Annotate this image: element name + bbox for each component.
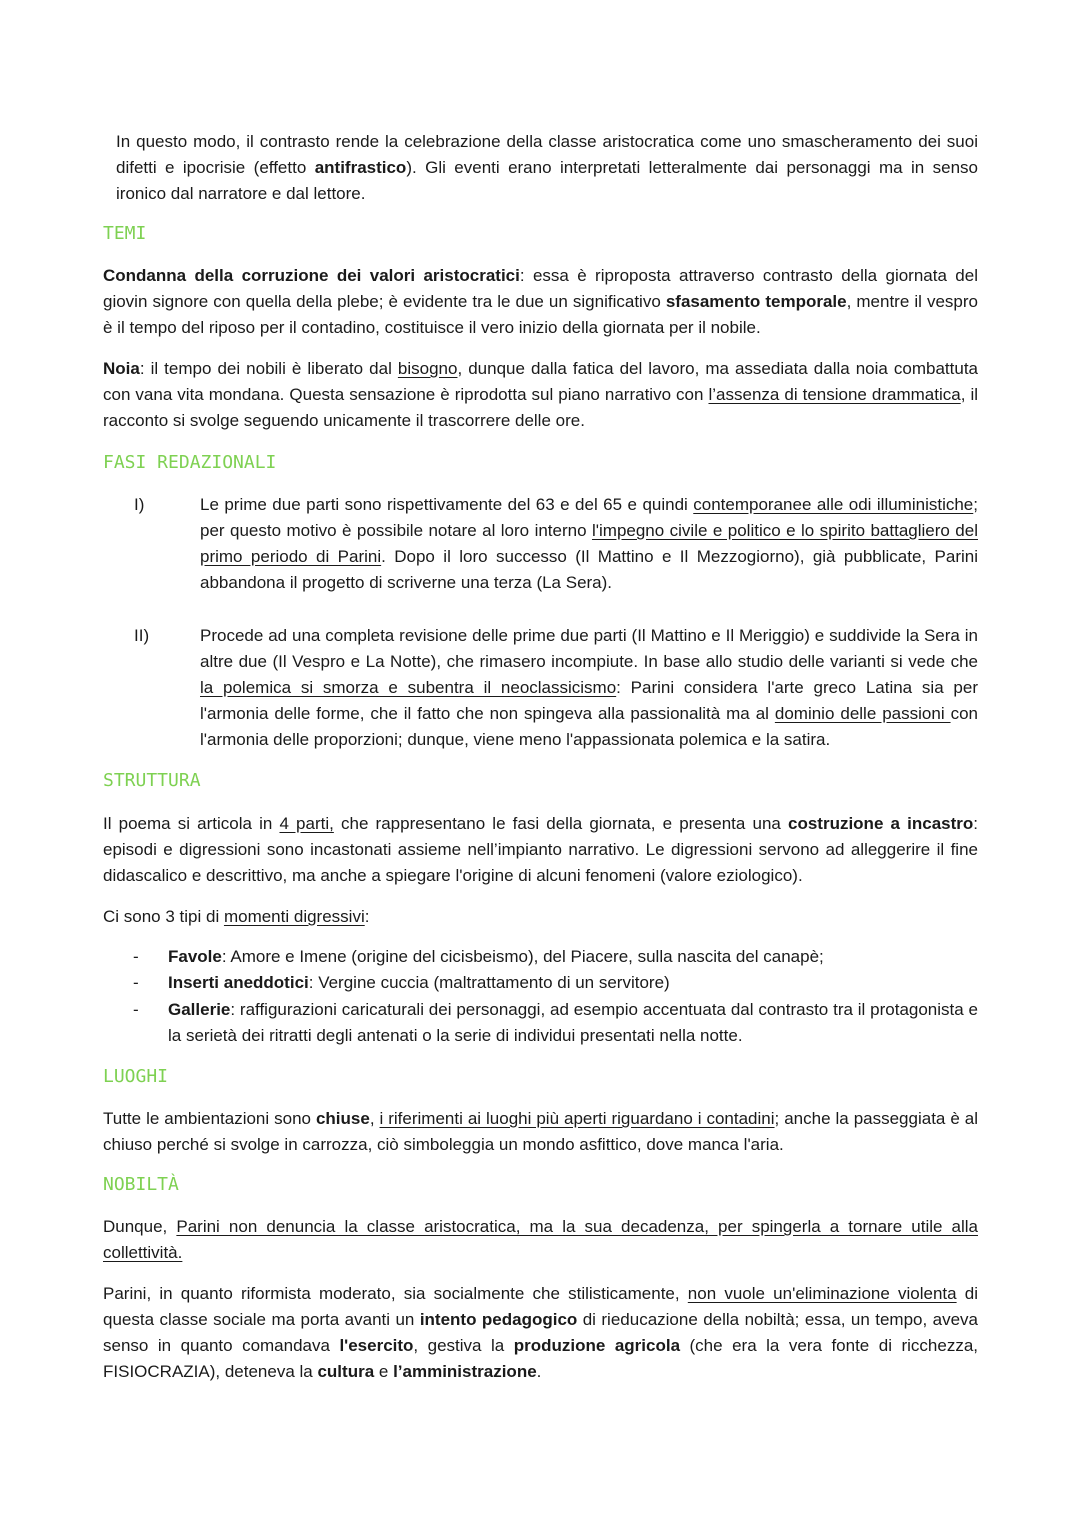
text: Le prime due parti sono rispettivamente del 63 e del 65 e quindi — [200, 495, 694, 514]
struttura-paragraph — [103, 811, 978, 889]
struttura-intro-list — [103, 904, 978, 930]
bold-term: chiuse — [315, 1109, 370, 1128]
underlined-text: i riferimenti ai luoghi più aperti riguardano i contadini — [379, 1109, 775, 1128]
bold-term: produzione agricola — [513, 1336, 681, 1355]
bold-term: cultura — [317, 1362, 375, 1381]
bold-term: Condanna della corruzione dei valori aristocratici — [103, 266, 520, 285]
bold-term: Inserti aneddotici — [168, 973, 309, 992]
text: : essa è riproposta attraverso contrasto della giornata del giovin signore con quella della plebe; è evidente tra le due un significativo — [103, 266, 978, 311]
text: : episodi e digressioni sono incastonati assieme nell’impianto narrativo. Le digressioni servono ad alleggerire il fine didascalico e descrittivo, ma anche a spiegare l'origine di alcuni fenomeni (valore eziologico). — [103, 814, 978, 885]
text: . Dopo il loro successo (Il Mattino e Il Mezzogiorno), già pubblicate, Parini abbandona il progetto di scriverne una terza (La Sera). — [200, 547, 978, 592]
section-heading-nobilta: NOBILTÀ — [103, 1174, 179, 1195]
text: , dunque dalla fatica del lavoro, ma assediata dalla noia combattuta con vana vita mondana. Questa sensazione è riprodotta sul piano narrativo con — [103, 359, 979, 404]
section-heading-fasi-redazionali: FASI REDAZIONALI — [103, 452, 277, 473]
nobilta-paragraph-1 — [103, 1214, 978, 1266]
list-item-text — [168, 970, 978, 996]
bold-term: Noia — [103, 359, 140, 378]
text: (che era la vera fonte di ricchezza, FISIOCRAZIA), deteneva la — [103, 1336, 978, 1381]
section-heading-luoghi: LUOGHI — [103, 1066, 169, 1087]
bold-term: intento pedagogico — [419, 1310, 578, 1329]
text: , il racconto si svolge seguendo unicamente il trascorrere delle ore. — [103, 385, 979, 430]
bullet-dash: - — [133, 947, 139, 966]
list-item-text — [168, 997, 978, 1049]
text: : Vergine cuccia (maltrattamento di un servitore) — [308, 973, 670, 992]
bullet-dash: - — [133, 973, 139, 992]
text: . — [536, 1362, 542, 1381]
luoghi-paragraph — [103, 1106, 978, 1158]
underlined-text: non vuole un'eliminazione violenta — [687, 1284, 957, 1303]
text: Tutte le ambientazioni sono — [103, 1109, 316, 1128]
text: ; per questo motivo è possibile notare al loro interno — [200, 495, 978, 540]
underlined-text: bisogno — [397, 359, 458, 378]
text: e — [374, 1362, 394, 1381]
underlined-text: l'impegno civile e politico e lo spirito battagliero del primo periodo di Parini — [200, 521, 978, 566]
text: ). Gli eventi erano interpretati letteralmente dai personaggi ma in senso ironico dal narratore e dal lettore. — [116, 158, 978, 203]
underlined-text: Parini non denuncia la classe aristocratica, ma la sua decadenza, per spingerla a tornare utile alla collettività. — [103, 1217, 978, 1262]
list-item-text — [168, 944, 978, 970]
text: Procede ad una completa revisione delle prime due parti (Il Mattino e Il Meriggio) e suddivide la Sera in altre due (Il Vespro e La Notte), che rimasero incompiute. In base allo studio delle varianti si vede che — [200, 626, 978, 671]
bold-term: sfasamento temporale — [665, 292, 847, 311]
intro-paragraph — [116, 129, 978, 207]
text: Ci sono 3 tipi di — [103, 907, 224, 926]
text: In questo modo, il contrasto rende la celebrazione della classe aristocratica come uno smascheramento dei suoi difetti e ipocrisie (effetto — [116, 132, 978, 177]
text: , mentre il vespro è il tempo del riposo per il contadino, costituisce il vero inizio della giornata per il nobile. — [103, 292, 978, 337]
text: con l'armonia delle proporzioni; dunque, viene meno l'appassionata polemica e la satira. — [200, 704, 978, 749]
text: di rieducazione della nobiltà; essa, un tempo, aveva senso in quanto comandava — [103, 1310, 978, 1355]
underlined-text: contemporanee alle odi illuministiche — [693, 495, 974, 514]
text: Il poema si articola in — [103, 814, 280, 833]
bullet-dash: - — [133, 1000, 139, 1019]
text: di questa classe sociale ma porta avanti un — [103, 1284, 979, 1329]
bold-term: Gallerie — [168, 1000, 231, 1019]
text: Dunque, — [103, 1217, 177, 1236]
temi-paragraph-noia — [103, 356, 978, 434]
text: : raffigurazioni caricaturali dei personaggi, ad esempio accentuata dal contrasto tra il protagonista e la serietà dei ritratti degli antenati o la serie di individui presentati nella notte. — [168, 1000, 978, 1045]
phase-number-2: II) — [134, 626, 150, 645]
section-heading-temi: TEMI — [103, 223, 147, 244]
bold-term: l'esercito — [339, 1336, 414, 1355]
bold-term: Favole — [168, 947, 222, 966]
underlined-text: l’assenza di tensione drammatica — [708, 385, 961, 404]
temi-paragraph-condanna — [103, 263, 978, 341]
underlined-text: 4 parti, — [279, 814, 334, 833]
bold-term: costruzione a incastro — [788, 814, 974, 833]
phase-text-2 — [200, 623, 978, 753]
nobilta-paragraph-2 — [103, 1281, 978, 1385]
phase-number-1: I) — [134, 495, 145, 514]
text: : il tempo dei nobili è liberato dal — [139, 359, 398, 378]
underlined-text: dominio delle passioni — [774, 704, 951, 723]
text: , gestiva la — [413, 1336, 514, 1355]
text: Parini, in quanto riformista moderato, sia socialmente che stilisticamente, — [103, 1284, 688, 1303]
text: : Parini considera l'arte greco Latina sia per l'armonia delle forme, che il fatto che non spingeva alla passionalità ma al — [200, 678, 978, 723]
text: ; anche la passeggiata è al chiuso perché si svolge in carrozza, ciò simboleggia un mondo asfittico, dove manca l'aria. — [103, 1109, 978, 1154]
underlined-text: momenti digressivi — [223, 907, 365, 926]
bold-term: l’amministrazione — [393, 1362, 537, 1381]
section-heading-struttura: STRUTTURA — [103, 770, 201, 791]
text: che rappresentano le fasi della giornata, e presenta una — [333, 814, 788, 833]
bold-term: antifrastico — [314, 158, 407, 177]
underlined-text: la polemica si smorza e subentra il neoclassicismo — [200, 678, 617, 697]
text: : — [364, 907, 370, 926]
phase-text-1 — [200, 492, 978, 596]
text: : Amore e Imene (origine del cicisbeismo), del Piacere, sulla nascita del canapè; — [221, 947, 824, 966]
text: , — [369, 1109, 380, 1128]
